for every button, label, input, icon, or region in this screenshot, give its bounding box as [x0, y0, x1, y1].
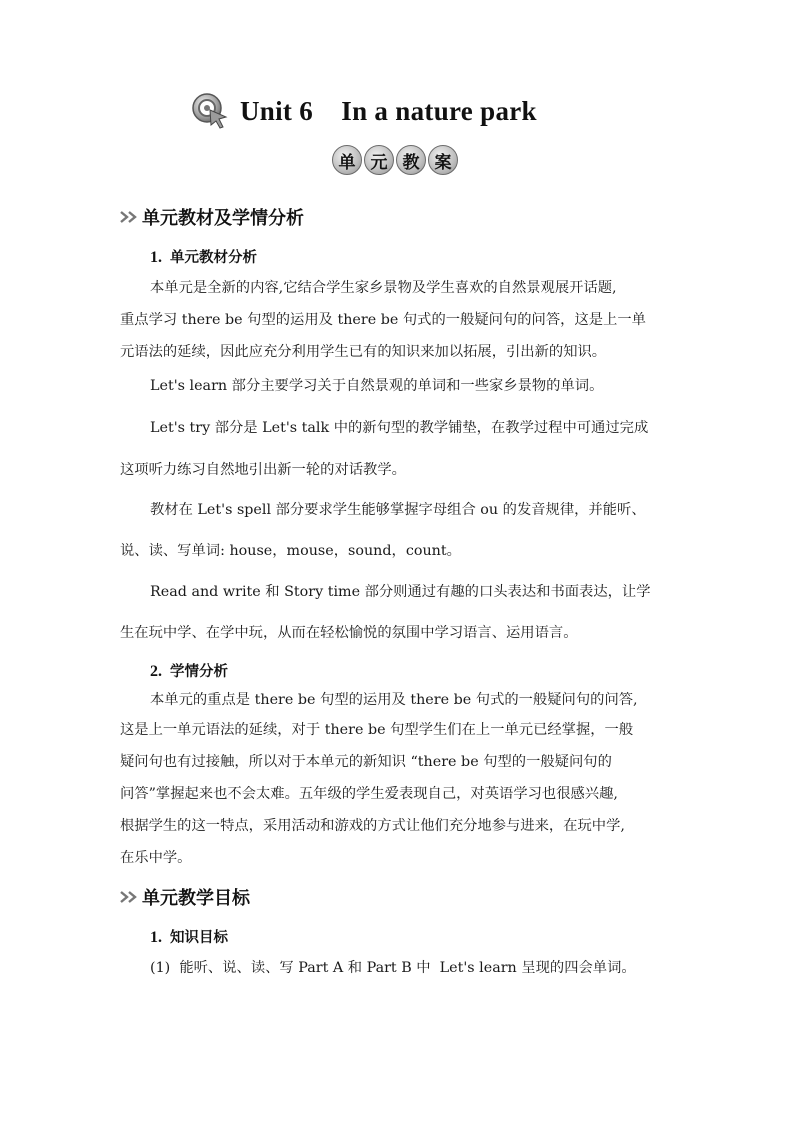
paragraph-line: 疑问句也有过接触，所以对于本单元的新知识 “there be 句型的一般疑问句的: [120, 754, 612, 770]
paragraph-line: Let's learn 部分主要学习关于自然景观的单词和一些家乡景物的单词。: [150, 378, 604, 394]
section-heading-text: 单元教学目标: [142, 888, 250, 909]
paragraph-line: 本单元的重点是 there be 句型的运用及 there be 句式的一般疑问句的问答,: [150, 692, 638, 708]
sub-heading-number: 1.: [150, 249, 162, 266]
title-row: [190, 86, 537, 136]
paragraph-line: Let's try 部分是 Let's talk 中的新句型的教学铺垫，在教学过程中可通过完成: [150, 420, 649, 436]
paragraph-line: 在乐中学。: [120, 850, 192, 866]
paragraph-line: 教材在 Let's spell 部分要求学生能够掌握字母组合 ou 的发音规律，并能听、: [150, 502, 646, 518]
badge-char: 元: [364, 145, 394, 175]
paragraph-line: 本单元是全新的内容,它结合学生家乡景物及学生喜欢的自然景观展开话题,: [150, 280, 617, 296]
section-heading: [120, 204, 304, 230]
double-chevron-icon: [120, 890, 140, 904]
section-heading: [120, 884, 250, 910]
paragraph-line: 说、读、写单词: house，mouse，sound，count。: [120, 543, 461, 559]
sub-heading: [150, 660, 228, 681]
sub-heading-text: 学情分析: [170, 664, 228, 680]
unit-plan-badge: [332, 145, 458, 175]
sub-heading: [150, 246, 257, 267]
paragraph-line: (1) 能听、说、读、写 Part A 和 Part B 中 Let's learn 呈现的四会单词。: [150, 960, 636, 976]
paragraph-line: Read and write 和 Story time 部分则通过有趣的口头表达和书面表达，让学: [150, 584, 651, 600]
badge-char: 教: [396, 145, 426, 175]
paragraph-line: 重点学习 there be 句型的运用及 there be 句式的一般疑问句的问答，这是上一单: [120, 312, 646, 328]
paragraph-line: 根据学生的这一特点，采用活动和游戏的方式让他们充分地参与进来，在玩中学,: [120, 818, 625, 834]
paragraph-line: 问答”掌握起来也不会太难。五年级的学生爱表现自己，对英语学习也很感兴趣,: [120, 786, 618, 802]
badge-char: 案: [428, 145, 458, 175]
sub-heading-number: 1.: [150, 929, 162, 946]
paragraph-line: 这项听力练习自然地引出新一轮的对话教学。: [120, 462, 406, 478]
section-heading-text: 单元教材及学情分析: [142, 208, 304, 229]
double-chevron-icon: [120, 210, 140, 224]
paragraph-line: 这是上一单元语法的延续，对于 there be 句型学生们在上一单元已经掌握，一般: [120, 722, 634, 738]
badge-char: 单: [332, 145, 362, 175]
paragraph-line: 生在玩中学、在学中玩，从而在轻松愉悦的氛围中学习语言、运用语言。: [120, 625, 578, 641]
page-title: Unit 6 In a nature park: [240, 95, 537, 126]
sub-heading-text: 单元教材分析: [170, 250, 257, 266]
magnifier-cursor-icon: [190, 91, 232, 131]
sub-heading-number: 2.: [150, 663, 162, 680]
sub-heading: [150, 926, 228, 947]
sub-heading-text: 知识目标: [170, 930, 228, 946]
paragraph-line: 元语法的延续，因此应充分利用学生已有的知识来加以拓展，引出新的知识。: [120, 344, 607, 360]
